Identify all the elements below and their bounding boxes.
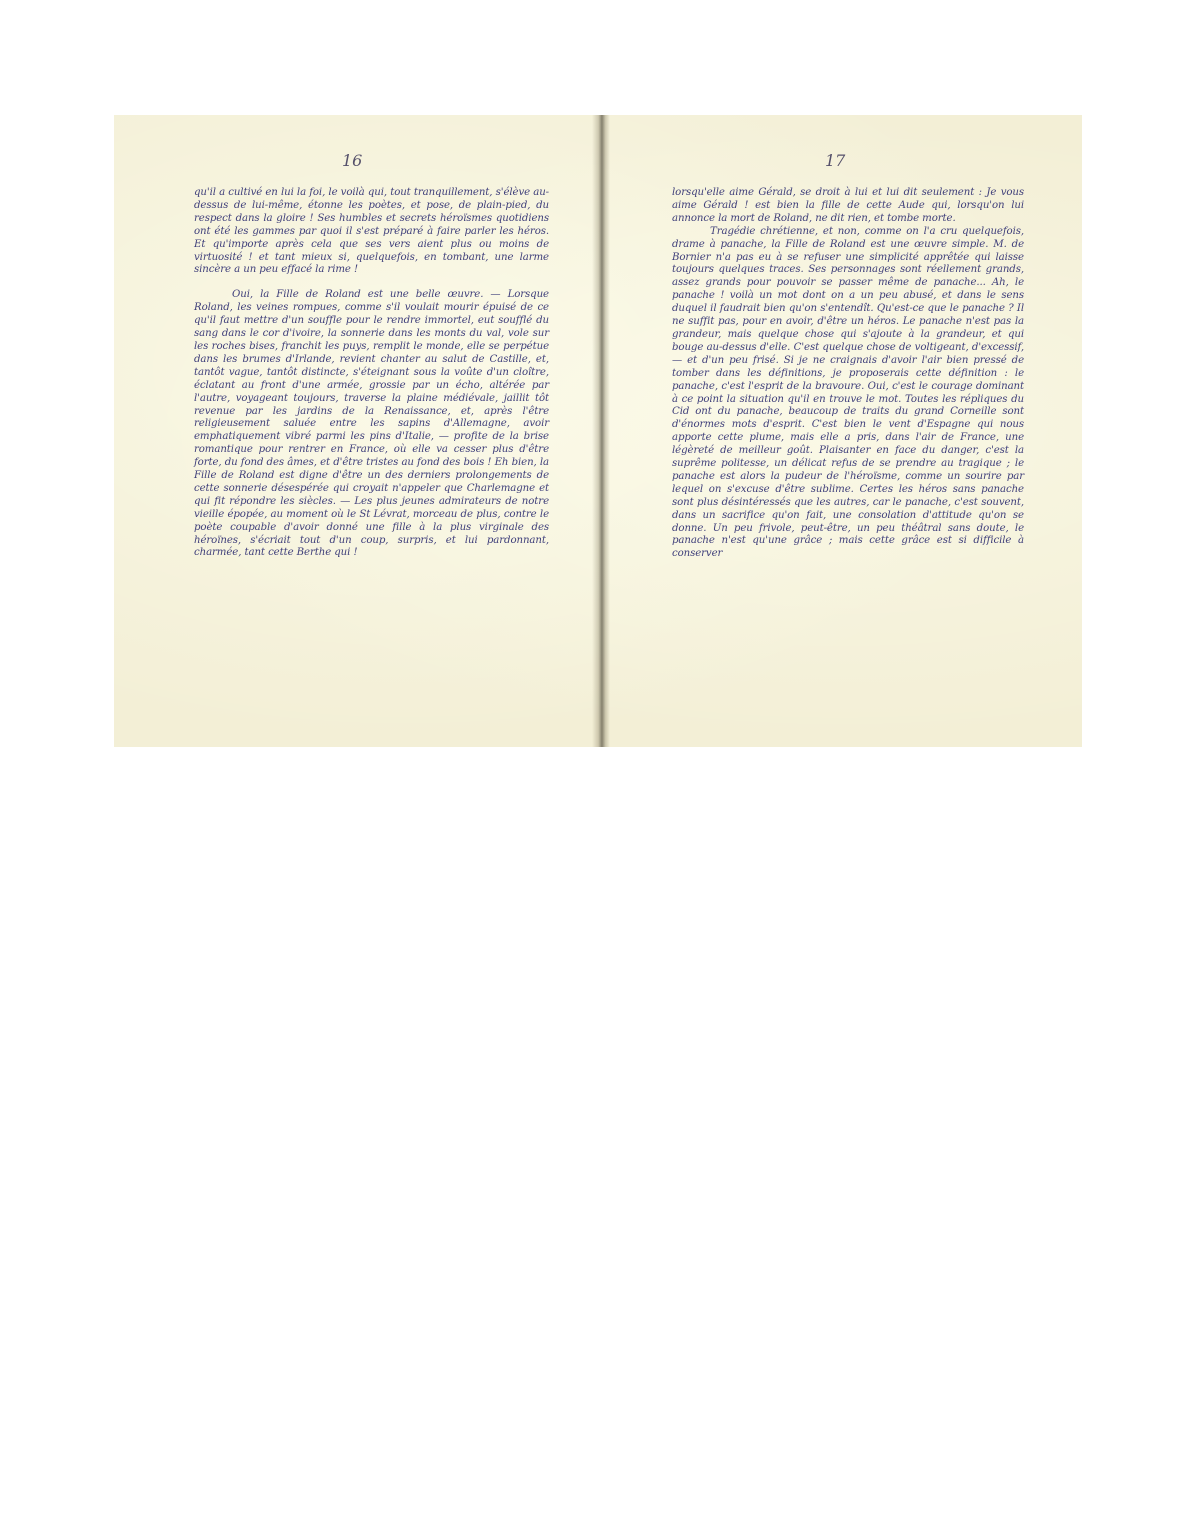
paragraph: lorsqu'elle aime Gérald, se droit à lui et lui dit seulement : Je vous aime Gérald ! est bien la fille de cette Aude qui, lorsqu'on lui annonce la mort de Roland, ne dit rien, et tombe morte. bbox=[672, 187, 1024, 224]
right-page bbox=[610, 115, 1082, 747]
right-page-text bbox=[672, 187, 1024, 561]
paragraph: qu'il a cultivé en lui la foi, le voilà qui, tout tranquillement, s'élève au-dessus de lui-même, étonne les poètes, et pose, de plain-pied, du respect dans la gloire ! Ses humbles et secrets héroïsmes quotidiens ont été les gammes par quoi il s'est préparé à faire parler les héros. Et qu'importe après cela que ses vers aient plus ou moins de virtuosité ! et tant mieux si, quelquefois, en tombant, une larme sincère a un peu effacé la rime ! bbox=[194, 187, 549, 276]
page-number-right: 17 bbox=[825, 151, 846, 170]
book-scan bbox=[114, 115, 1082, 747]
left-page-text bbox=[194, 187, 549, 560]
paragraph: Oui, la Fille de Roland est une belle œuvre. — Lorsque Roland, les veines rompues, comme s'il voulait mourir épuisé de ce qu'il faut mettre d'un souffle pour le rendre immortel, eut soufflé du sang dans le cor d'ivoire, la sonnerie dans les monts du val, vole sur les roches bises, franchit les puys, remplit le monde, elle se perpétue dans les brumes d'Irlande, revient chanter au salut de Castille, et, tantôt vague, tantôt distincte, s'éteignant sous la voûte d'un cloître, éclatant au front d'une armée, grossie par un écho, altérée par l'autre, voyageant toujours, traverse la plaine médiévale, jaillit tôt revenue par les jardins de la Renaissance, et, après l'être religieusement saluée entre les sapins d'Allemagne, avoir emphatiquement vibré parmi les pins d'Italie, — profite de la brise romantique pour rentrer en France, où elle va cesser plus d'être forte, du fond des âmes, et d'être tristes au fond des bois ! Eh bien, la Fille de Roland est digne d'être un des derniers prolongements de cette sonnerie désespérée qui croyait n'appeler que Charlemagne et qui fit répondre les siècles. — Les plus jeunes admirateurs de notre vieille épopée, au moment où le St Lévrat, morceau de plus, contre le poète coupable d'avoir donné une fille à la plus virginale des héroïnes, s'écriait tout d'un coup, surpris, et lui pardonnant, charmée, tant cette Berthe qui ! bbox=[194, 289, 549, 559]
book-gutter bbox=[592, 115, 610, 747]
paragraph: Tragédie chrétienne, et non, comme on l'a cru quelquefois, drame à panache, la Fille de Roland est une œuvre simple. M. de Bornier n'a pas eu à se refuser une simplicité apprêtée qui laisse toujours quelques traces. Ses personnages sont réellement grands, assez grands pour pouvoir se passer même de panache... Ah, le panache ! voilà un mot dont on a un peu abusé, et dans le sens duquel il faudrait bien qu'on s'entendît. Qu'est-ce que le panache ? Il ne suffit pas, pour en avoir, d'être un héros. Le panache n'est pas la grandeur, mais quelque chose qui s'ajoute à la grandeur, et qui bouge au-dessus d'elle. C'est quelque chose de voltigeant, d'excessif, — et d'un peu frisé. Si je ne craignais d'avoir l'air bien pressé de tomber dans les définitions, je proposerais cette définition : le panache, c'est l'esprit de la bravoure. Oui, c'est le courage dominant à ce point la situation qu'il en trouve le mot. Toutes les répliques du Cid ont du panache, beaucoup de traits du grand Corneille sont d'énormes mots d'esprit. C'est bien le vent d'Espagne qui nous apporte cette plume, mais elle a pris, dans l'air de France, une légèreté de meilleur goût. Plaisanter en face du danger, c'est la suprême politesse, un délicat refus de se prendre au tragique ; le panache est alors la pudeur de l'héroïsme, comme un sourire par lequel on s'excuse d'être sublime. Certes les héros sans panache sont plus désintéressés que les autres, car le panache, c'est souvent, dans un sacrifice qu'on fait, une consolation d'attitude qu'on se donne. Un peu frivole, peut-être, un peu théâtral sans doute, le panache n'est qu'une grâce ; mais cette grâce est si difficile à conserver bbox=[672, 225, 1024, 560]
left-page bbox=[114, 115, 592, 747]
page-number-left: 16 bbox=[342, 151, 363, 170]
